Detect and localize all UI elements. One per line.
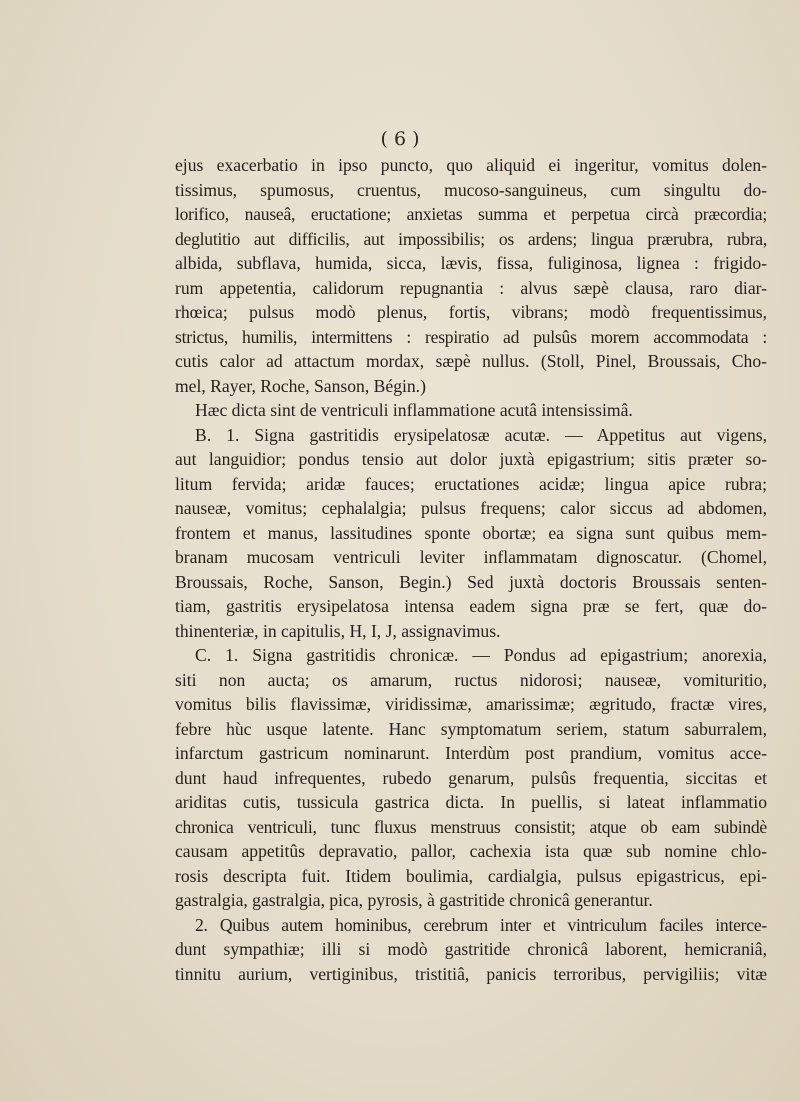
text-line: frontem et manus, lassitudines sponte obortæ; ea signa sunt quibus mem- (175, 522, 767, 543)
text-line: Broussais, Roche, Sanson, Begin.) Sed juxtà doctoris Broussais senten- (175, 571, 767, 592)
text-line: cutis calor ad attactum mordax, sæpè nullus. (Stoll, Pinel, Broussais, Cho- (175, 351, 767, 371)
text-line: tinnitu aurium, vertiginibus, tristitiâ, panicis terroribus, pervigiliis; vitæ (175, 963, 767, 984)
text-line: ariditas cutis, tussicula gastrica dicta. In puellis, si lateat inflammatio (175, 792, 767, 812)
text-line: dunt sympathiæ; illi si modò gastritide chronicâ laborent, hemicraniâ, (175, 939, 767, 959)
text-line: lorifico, nauseâ, eructatione; anxietas summa et perpetua circà præcordia; (175, 204, 767, 224)
text-line: gastralgia, gastralgia, pica, pyrosis, à gastritide chronicâ generantur. (175, 890, 653, 910)
text-line: infarctum gastricum nominarunt. Interdùm post prandium, vomitus acce- (175, 743, 767, 763)
text-line: branam mucosam ventriculi leviter inflammatam dignoscatur. (Chomel, (175, 547, 767, 567)
text-line: aut languidior; pondus tensio aut dolor juxtà epigastrium; sitis præter so- (175, 449, 767, 469)
text-line: rosis descripta fuit. Itidem boulimia, cardialgia, pulsus epigastricus, epi- (175, 865, 767, 886)
text-line: 2. Quibus autem hominibus, cerebrum inter et vintriculum faciles interce- (195, 914, 767, 935)
text-line: mel, Rayer, Roche, Sanson, Bégin.) (175, 375, 426, 396)
text-line: febre hùc usque latente. Hanc symptomatum seriem, statum saburralem, (175, 718, 767, 739)
text-line: nauseæ, vomitus; cephalalgia; pulsus frequens; calor siccus ad abdomen, (175, 498, 767, 518)
text-line: siti non aucta; os amarum, ructus nidorosi; nauseæ, vomituritio, (175, 669, 767, 690)
page-number: ( 6 ) (380, 128, 420, 150)
text-line: deglutitio aut difficilis, aut impossibilis; os ardens; lingua prærubra, rubra, (175, 228, 767, 249)
text-line: rhœica; pulsus modò plenus, fortis, vibrans; modò frequentissimus, (175, 302, 767, 322)
text-line: thinenteriæ, in capitulis, H, I, J, assignavimus. (175, 620, 501, 641)
text-line: B. 1. Signa gastritidis erysipelatosæ acutæ. — Appetitus aut vigens, (195, 424, 767, 445)
text-line: tiam, gastritis erysipelatosa intensa eadem signa præ se fert, quæ do- (175, 596, 767, 616)
text-line: Hæc dicta sint de ventriculi inflammatione acutâ intensissimâ. (195, 400, 633, 420)
text-line: rum appetentia, calidorum repugnantia : alvus sæpè clausa, raro diar- (175, 277, 767, 298)
text-line: strictus, humilis, intermittens : respiratio ad pulsûs morem accommodata : (175, 326, 767, 347)
text-line: vomitus bilis flavissimæ, viridissimæ, amarissimæ; ægritudo, fractæ vires, (175, 694, 767, 714)
body-text (175, 153, 767, 986)
text-line: C. 1. Signa gastritidis chronicæ. — Pondus ad epigastrium; anorexia, (195, 645, 767, 665)
text-line: litum fervida; aridæ fauces; eructationes acidæ; lingua apice rubra; (175, 473, 767, 494)
text-line: ejus exacerbatio in ipso puncto, quo aliquid ei ingeritur, vomitus dolen- (175, 155, 767, 175)
text-line: chronica ventriculi, tunc fluxus menstruus consistit; atque ob eam subindè (175, 816, 767, 837)
text-line: albida, subflava, humida, sicca, lævis, fissa, fuliginosa, lignea : frigido- (175, 253, 767, 273)
text-line: causam appetitûs depravatio, pallor, cachexia ista quæ sub nomine chlo- (175, 841, 767, 861)
text-line: tissimus, spumosus, cruentus, mucoso-sanguineus, cum singultu do- (175, 179, 767, 200)
text-line: dunt haud infrequentes, rubedo genarum, pulsûs frequentia, siccitas et (175, 767, 767, 788)
